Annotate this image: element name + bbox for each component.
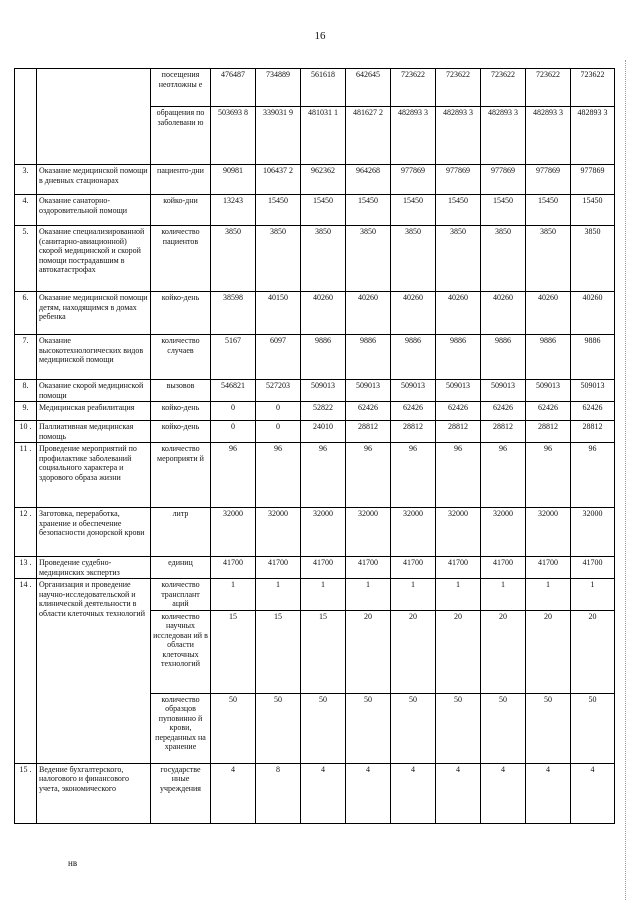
value-cell: 977869	[481, 165, 526, 195]
value-cell: 3850	[346, 226, 391, 292]
value-cell: 4	[481, 763, 526, 823]
unit-cell: посещения неотложны е	[151, 69, 211, 107]
value-cell: 32000	[211, 508, 256, 557]
value-cell: 15	[256, 610, 301, 693]
value-cell: 977869	[391, 165, 436, 195]
value-cell: 482893 3	[526, 107, 571, 165]
value-cell: 50	[436, 693, 481, 763]
value-cell: 1	[481, 579, 526, 611]
value-cell: 106437 2	[256, 165, 301, 195]
value-cell: 6097	[256, 335, 301, 380]
value-cell: 32000	[571, 508, 615, 557]
value-cell: 4	[571, 763, 615, 823]
value-cell: 62426	[526, 402, 571, 421]
value-cell: 1	[526, 579, 571, 611]
table-row	[15, 335, 615, 380]
value-cell: 38598	[211, 292, 256, 335]
row-number: 3.	[15, 165, 37, 195]
table-row	[15, 165, 615, 195]
value-cell: 1	[391, 579, 436, 611]
services-table	[14, 68, 615, 824]
value-cell: 509013	[391, 380, 436, 402]
value-cell: 482893 3	[571, 107, 615, 165]
value-cell: 0	[256, 402, 301, 421]
value-cell: 20	[391, 610, 436, 693]
value-cell: 50	[211, 693, 256, 763]
value-cell: 96	[436, 443, 481, 508]
value-cell: 509013	[571, 380, 615, 402]
value-cell: 9886	[301, 335, 346, 380]
value-cell: 561618	[301, 69, 346, 107]
table-row	[15, 579, 615, 611]
value-cell: 9886	[346, 335, 391, 380]
value-cell: 482893 3	[391, 107, 436, 165]
table-row	[15, 195, 615, 226]
page-edge	[624, 60, 626, 900]
value-cell: 3850	[436, 226, 481, 292]
value-cell: 52822	[301, 402, 346, 421]
row-number: 15 .	[15, 763, 37, 823]
value-cell: 964268	[346, 165, 391, 195]
value-cell: 96	[211, 443, 256, 508]
value-cell: 723622	[526, 69, 571, 107]
value-cell: 41700	[301, 557, 346, 579]
value-cell: 4	[346, 763, 391, 823]
value-cell: 4	[301, 763, 346, 823]
value-cell: 15450	[481, 195, 526, 226]
value-cell: 96	[391, 443, 436, 508]
value-cell: 96	[481, 443, 526, 508]
value-cell: 1	[346, 579, 391, 611]
value-cell: 1	[211, 579, 256, 611]
value-cell: 9886	[526, 335, 571, 380]
unit-cell: единиц	[151, 557, 211, 579]
value-cell: 96	[346, 443, 391, 508]
row-number: 9.	[15, 402, 37, 421]
value-cell: 8	[256, 763, 301, 823]
value-cell: 96	[301, 443, 346, 508]
value-cell: 13243	[211, 195, 256, 226]
value-cell: 32000	[346, 508, 391, 557]
service-name: Оказание медицинской помощи в дневных стационарах	[37, 165, 151, 195]
table-row	[15, 292, 615, 335]
value-cell: 62426	[571, 402, 615, 421]
value-cell: 3850	[526, 226, 571, 292]
service-name	[37, 69, 151, 165]
value-cell: 50	[571, 693, 615, 763]
value-cell: 4	[436, 763, 481, 823]
value-cell: 20	[571, 610, 615, 693]
row-number: 13 .	[15, 557, 37, 579]
value-cell: 4	[211, 763, 256, 823]
value-cell: 0	[211, 421, 256, 443]
unit-cell: литр	[151, 508, 211, 557]
value-cell: 509013	[301, 380, 346, 402]
value-cell: 642645	[346, 69, 391, 107]
value-cell: 1	[571, 579, 615, 611]
value-cell: 15450	[256, 195, 301, 226]
row-number: 6.	[15, 292, 37, 335]
value-cell: 28812	[526, 421, 571, 443]
value-cell: 723622	[436, 69, 481, 107]
value-cell: 50	[346, 693, 391, 763]
table-row	[15, 226, 615, 292]
value-cell: 0	[256, 421, 301, 443]
value-cell: 734889	[256, 69, 301, 107]
unit-cell: койко-день	[151, 421, 211, 443]
value-cell: 41700	[481, 557, 526, 579]
unit-cell: койко-день	[151, 402, 211, 421]
value-cell: 20	[481, 610, 526, 693]
value-cell: 546821	[211, 380, 256, 402]
value-cell: 482893 3	[436, 107, 481, 165]
footer-text: нв	[68, 858, 78, 868]
value-cell: 50	[391, 693, 436, 763]
table-row	[15, 557, 615, 579]
table-row	[15, 508, 615, 557]
value-cell: 723622	[481, 69, 526, 107]
table-row	[15, 69, 615, 107]
value-cell: 40260	[391, 292, 436, 335]
value-cell: 482893 3	[481, 107, 526, 165]
value-cell: 96	[571, 443, 615, 508]
service-name: Оказание санаторно-оздоровительной помощи	[37, 195, 151, 226]
value-cell: 32000	[436, 508, 481, 557]
value-cell: 32000	[391, 508, 436, 557]
value-cell: 28812	[391, 421, 436, 443]
value-cell: 3850	[571, 226, 615, 292]
value-cell: 32000	[301, 508, 346, 557]
value-cell: 339031 9	[256, 107, 301, 165]
value-cell: 41700	[256, 557, 301, 579]
page-number: 16	[314, 30, 326, 42]
value-cell: 32000	[256, 508, 301, 557]
value-cell: 24010	[301, 421, 346, 443]
value-cell: 20	[436, 610, 481, 693]
service-name: Организация и проведение научно-исследовательской и клинической деятельности в области клеточных технологий	[37, 579, 151, 764]
row-number: 12 .	[15, 508, 37, 557]
value-cell: 28812	[571, 421, 615, 443]
unit-cell: койко-день	[151, 292, 211, 335]
row-number: 4.	[15, 195, 37, 226]
value-cell: 9886	[391, 335, 436, 380]
value-cell: 20	[526, 610, 571, 693]
table-row	[15, 421, 615, 443]
service-name: Оказание специализированной (санитарно-авиационной) скорой медицинской и скорой помощи пострадавшим в автокатастрофах	[37, 226, 151, 292]
value-cell: 1	[256, 579, 301, 611]
value-cell: 32000	[526, 508, 571, 557]
table-row	[15, 402, 615, 421]
value-cell: 3850	[211, 226, 256, 292]
value-cell: 28812	[481, 421, 526, 443]
service-name: Ведение бухгалтерского, налогового и финансового учета, экономического	[37, 763, 151, 823]
unit-cell: обращения по заболевани ю	[151, 107, 211, 165]
value-cell: 503693 8	[211, 107, 256, 165]
value-cell: 41700	[571, 557, 615, 579]
value-cell: 476487	[211, 69, 256, 107]
value-cell: 3850	[256, 226, 301, 292]
value-cell: 15	[301, 610, 346, 693]
value-cell: 15450	[571, 195, 615, 226]
value-cell: 977869	[436, 165, 481, 195]
row-number: 14 .	[15, 579, 37, 764]
unit-cell: государстве нные учреждения	[151, 763, 211, 823]
value-cell: 1	[436, 579, 481, 611]
value-cell: 0	[211, 402, 256, 421]
unit-cell: количество научных исследован ий в области клеточных технологий	[151, 610, 211, 693]
value-cell: 15450	[391, 195, 436, 226]
row-number	[15, 69, 37, 165]
table-row	[15, 763, 615, 823]
value-cell: 723622	[571, 69, 615, 107]
value-cell: 50	[481, 693, 526, 763]
value-cell: 509013	[526, 380, 571, 402]
value-cell: 527203	[256, 380, 301, 402]
value-cell: 5167	[211, 335, 256, 380]
value-cell: 62426	[346, 402, 391, 421]
service-name: Паллиативная медицинская помощь	[37, 421, 151, 443]
value-cell: 62426	[481, 402, 526, 421]
value-cell: 50	[301, 693, 346, 763]
value-cell: 62426	[436, 402, 481, 421]
value-cell: 41700	[211, 557, 256, 579]
value-cell: 9886	[571, 335, 615, 380]
unit-cell: количество мероприяти й	[151, 443, 211, 508]
value-cell: 4	[526, 763, 571, 823]
value-cell: 96	[256, 443, 301, 508]
value-cell: 28812	[436, 421, 481, 443]
unit-cell: количество пациентов	[151, 226, 211, 292]
value-cell: 40150	[256, 292, 301, 335]
value-cell: 15450	[526, 195, 571, 226]
value-cell: 481031 1	[301, 107, 346, 165]
value-cell: 28812	[346, 421, 391, 443]
value-cell: 40260	[526, 292, 571, 335]
value-cell: 509013	[436, 380, 481, 402]
value-cell: 40260	[301, 292, 346, 335]
row-number: 7.	[15, 335, 37, 380]
service-name: Оказание скорой медицинской помощи	[37, 380, 151, 402]
value-cell: 15450	[301, 195, 346, 226]
value-cell: 32000	[481, 508, 526, 557]
value-cell: 1	[301, 579, 346, 611]
value-cell: 41700	[391, 557, 436, 579]
value-cell: 977869	[571, 165, 615, 195]
value-cell: 50	[256, 693, 301, 763]
unit-cell: количество образцов пуповинно й крови, переданных на хранение	[151, 693, 211, 763]
value-cell: 4	[391, 763, 436, 823]
value-cell: 41700	[346, 557, 391, 579]
row-number: 5.	[15, 226, 37, 292]
value-cell: 40260	[481, 292, 526, 335]
value-cell: 62426	[391, 402, 436, 421]
service-name: Проведение судебно-медицинских экспертиз	[37, 557, 151, 579]
value-cell: 40260	[346, 292, 391, 335]
row-number: 8.	[15, 380, 37, 402]
value-cell: 9886	[481, 335, 526, 380]
service-name: Оказание высокотехнологических видов медицинской помощи	[37, 335, 151, 380]
value-cell: 90981	[211, 165, 256, 195]
value-cell: 9886	[436, 335, 481, 380]
value-cell: 15450	[436, 195, 481, 226]
service-name: Проведение мероприятий по профилактике заболеваний социального характера и здорового образа жизни	[37, 443, 151, 508]
service-name: Медицинская реабилитация	[37, 402, 151, 421]
value-cell: 40260	[436, 292, 481, 335]
value-cell: 3850	[301, 226, 346, 292]
unit-cell: вызовов	[151, 380, 211, 402]
value-cell: 509013	[346, 380, 391, 402]
table-row	[15, 443, 615, 508]
value-cell: 3850	[391, 226, 436, 292]
value-cell: 96	[526, 443, 571, 508]
value-cell: 15	[211, 610, 256, 693]
value-cell: 41700	[526, 557, 571, 579]
value-cell: 20	[346, 610, 391, 693]
unit-cell: количество трансплант аций	[151, 579, 211, 611]
service-name: Заготовка, переработка, хранение и обеспечение безопасности донорской крови	[37, 508, 151, 557]
unit-cell: койко-дни	[151, 195, 211, 226]
table-row	[15, 380, 615, 402]
unit-cell: количество случаев	[151, 335, 211, 380]
value-cell: 40260	[571, 292, 615, 335]
value-cell: 977869	[526, 165, 571, 195]
value-cell: 509013	[481, 380, 526, 402]
value-cell: 50	[526, 693, 571, 763]
value-cell: 41700	[436, 557, 481, 579]
value-cell: 723622	[391, 69, 436, 107]
row-number: 11 .	[15, 443, 37, 508]
unit-cell: пациенто-дни	[151, 165, 211, 195]
value-cell: 15450	[346, 195, 391, 226]
value-cell: 481627 2	[346, 107, 391, 165]
value-cell: 3850	[481, 226, 526, 292]
row-number: 10 .	[15, 421, 37, 443]
value-cell: 962362	[301, 165, 346, 195]
service-name: Оказание медицинской помощи детям, находящимся в домах ребенка	[37, 292, 151, 335]
